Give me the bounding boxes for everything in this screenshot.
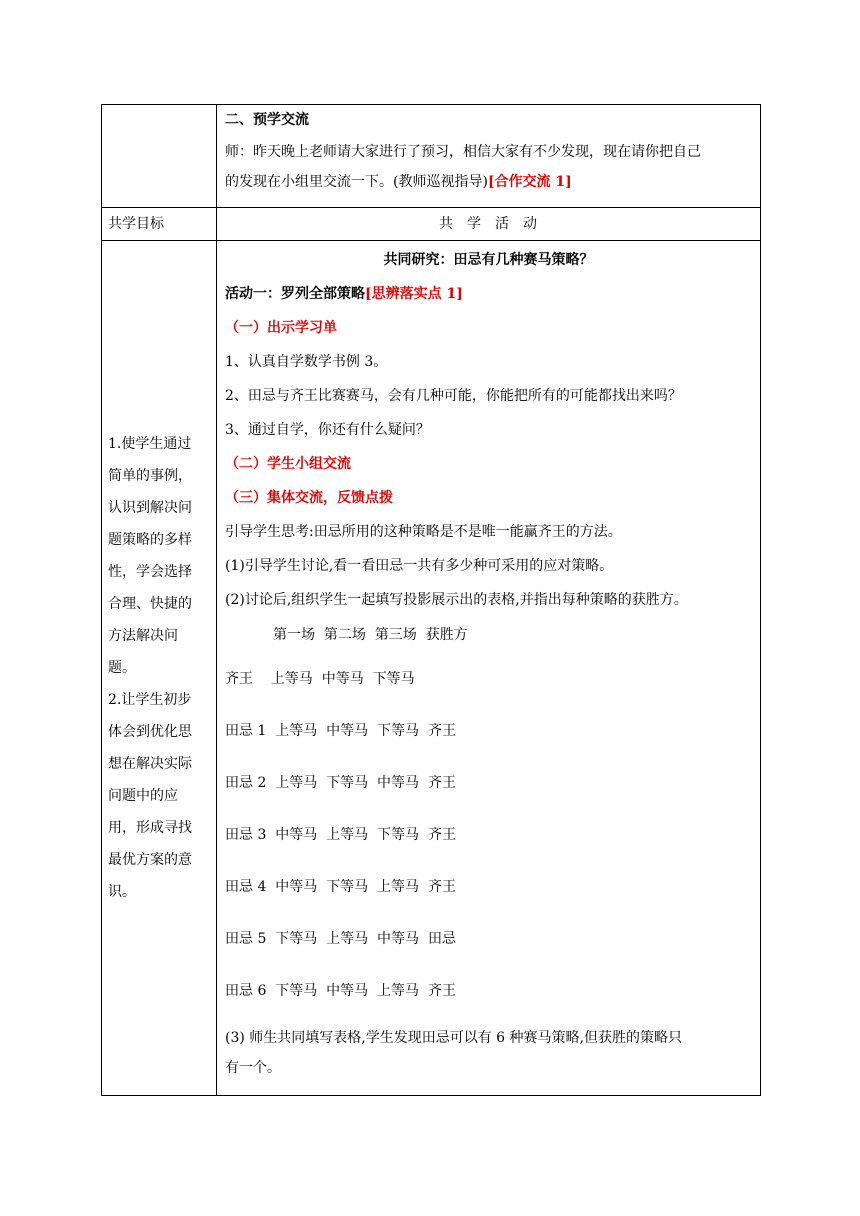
prestudy-row xyxy=(102,105,761,208)
lesson-plan-table xyxy=(101,104,761,1096)
goal-line: 方法解决问 xyxy=(108,628,178,644)
prestudy-right-cell xyxy=(217,105,761,208)
worksheet-item-1: 1、认真自学数学书例 3。 xyxy=(225,354,388,370)
goal-line: 题策略的多样 xyxy=(108,532,192,548)
goal-line: 用，形成寻找 xyxy=(108,820,192,836)
section-class-exchange: （三）集体交流，反馈点拨 xyxy=(225,490,393,506)
strategy-row: 田忌 2 上等马 下等马 中等马 齐王 xyxy=(225,775,456,791)
strategy-row: 田忌 6 下等马 中等马 上等马 齐王 xyxy=(225,983,456,999)
step-2: (2)讨论后,组织学生一起填写投影展示出的表格,并指出每种策略的获胜方。 xyxy=(225,592,688,608)
strategy-row: 田忌 4 中等马 下等马 上等马 齐王 xyxy=(225,879,456,895)
header-row xyxy=(102,208,761,241)
activity-cell xyxy=(217,241,761,1096)
goal-line: 性，学会选择 xyxy=(108,564,192,580)
worksheet-item-3: 3、通过自学，你还有什么疑问？ xyxy=(225,422,430,438)
goal-line: 合理、快捷的 xyxy=(108,596,192,612)
activity1-tag: [思辨落实点 1] xyxy=(365,286,463,302)
content-row xyxy=(102,241,761,1096)
goal-line: 简单的事例， xyxy=(108,468,192,484)
step-1: (1)引导学生讨论,看一看田忌一共有多少种可采用的应对策略。 xyxy=(225,558,614,574)
strategy-row: 田忌 3 中等马 上等马 下等马 齐王 xyxy=(225,827,456,843)
goal-line: 识。 xyxy=(108,884,136,900)
goal-line: 1.使学生通过 xyxy=(108,436,192,452)
goal-line: 问题中的应 xyxy=(108,788,178,804)
goals-header: 共学目标 xyxy=(102,208,217,241)
step-3-line2: 有一个。 xyxy=(225,1060,281,1076)
research-title: 共同研究：田忌有几种赛马策略？ xyxy=(383,252,594,268)
prestudy-left-cell xyxy=(102,105,217,208)
step-3-line1: (3) 师生共同填写表格,学生发现田忌可以有 6 种赛马策略,但获胜的策略只 xyxy=(225,1030,682,1046)
cooperation-tag: [合作交流 1] xyxy=(487,174,572,190)
prestudy-text-line2-body: 的发现在小组里交流一下。(教师巡视指导) xyxy=(225,174,488,190)
worksheet-item-2: 2、田忌与齐王比赛赛马，会有几种可能，你能把所有的可能都找出来吗？ xyxy=(225,388,682,404)
goals-cell xyxy=(102,241,217,1096)
strategy-row: 田忌 5 下等马 上等马 中等马 田忌 xyxy=(225,931,456,947)
prestudy-text-line1: 师：昨天晚上老师请大家进行了预习，相信大家有不少发现，现在请你把自己 xyxy=(225,144,701,160)
guide-text: 引导学生思考:田忌所用的这种策略是不是唯一能赢齐王的方法。 xyxy=(225,524,622,540)
activity1-heading xyxy=(225,277,752,311)
strategy-row: 齐王 上等马 中等马 下等马 xyxy=(225,671,415,687)
goal-line: 体会到优化思 xyxy=(108,724,192,740)
goal-line: 认识到解决问 xyxy=(108,500,192,516)
goal-line: 题。 xyxy=(108,660,136,676)
strategy-table-header: 第一场 第二场 第三场 获胜方 xyxy=(273,627,468,643)
goal-line: 想在解决实际 xyxy=(108,756,192,772)
section-show-worksheet: （一）出示学习单 xyxy=(225,320,337,336)
activities-header: 共学活动 xyxy=(217,208,761,241)
prestudy-text-line2 xyxy=(225,167,752,197)
activity1-label: 活动一：罗列全部策略 xyxy=(225,286,365,302)
prestudy-heading: 二、预学交流 xyxy=(225,112,309,128)
goal-line: 2.让学生初步 xyxy=(108,692,192,708)
section-group-exchange: （二）学生小组交流 xyxy=(225,456,351,472)
goal-line: 最优方案的意 xyxy=(108,852,192,868)
strategy-row: 田忌 1 上等马 中等马 下等马 齐王 xyxy=(225,723,456,739)
